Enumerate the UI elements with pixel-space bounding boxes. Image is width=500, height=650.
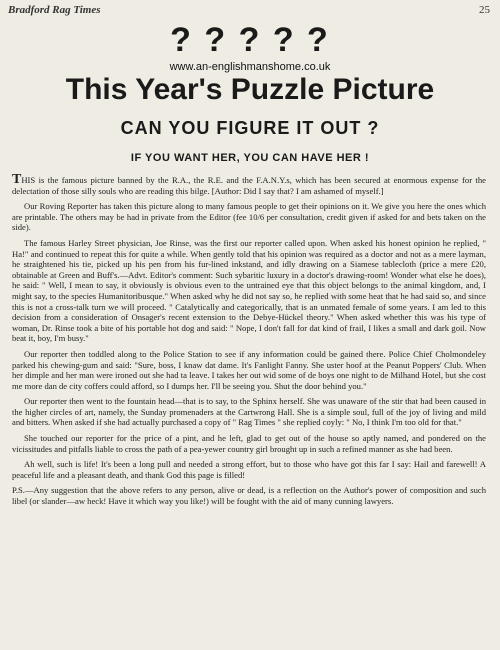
paragraph-text: HIS is the famous picture banned by the R.A., the R.E. and the F.A.N.Y.s, which has been secured at enormous expense for the delectation of those silly souls who are reading this bilge. [Author: Did I say that? I am ashamed of myself.] bbox=[12, 175, 486, 196]
question-marks-banner: ? ? ? ? ? bbox=[170, 21, 330, 59]
paragraph-1 bbox=[12, 172, 486, 196]
paragraph-2: Our Roving Reporter has taken this picture along to many famous people to get their opinions on it. We give you here the ones which are printable. The others may be had in private from the Editor (fee 10/6 per consultation, credit given if asked for and bets taken on the side). bbox=[12, 201, 486, 233]
paragraph-7: Ah well, such is life! It's been a long pull and needed a strong effort, but to those who have got this far I say: Hail and farewell! A peaceful life and a pleasant death, and thank God this page is filled! bbox=[12, 459, 486, 480]
watermark-url: www.an-englishmanshome.co.uk bbox=[169, 61, 331, 73]
article-title: This Year's Puzzle Picture bbox=[65, 73, 435, 106]
paragraph-6: She touched our reporter for the price of a pint, and he left, glad to get out of the house so aptly named, and pondered on the vicissitudes and pitfalls liable to cross the path of a pea-yewer country girl brought up in such a refined manner as she had been. bbox=[12, 433, 486, 454]
publication-name: Bradford Rag Times bbox=[8, 4, 101, 16]
paragraph-5: Our reporter then went to the fountain head—that is to say, to the Sphinx herself. She was unaware of the stir that had been caused in the higher circles of art, namely, the Sunday promenaders at the Cartwrong Hall. She is a simple soul, full of the joy of living and mild and bitters. When asked if she had actually purchased a copy of " Rag Times " she replied coyly: " No, I think I'm too old for that." bbox=[12, 396, 486, 428]
page-header bbox=[8, 4, 490, 20]
postscript: P.S.—Any suggestion that the above refers to any person, alive or dead, is a reflection on the Author's power of composition and such libel (or slander—aw heck! Have it which way you like!) will be fought with the aid of many cunning lawyers. bbox=[12, 485, 486, 507]
page-number: 25 bbox=[479, 4, 490, 16]
paragraph-3: The famous Harley Street physician, Joe Rinse, was the first our reporter called upon. When asked his honest opinion he replied, " Ha!" and continued to repeat this for quite a while. When gently told that his opinion was required as a doctor and not as a mere layman, he straightened his tie, picked up his pen from his fur-lined inkstand, and idly drawing on a Siamese tablecloth (price a mere £20, obtainable at Green and Buff's.—Advt. Editor's comment: Such sybaritic luxury in a doctor's drawing-room! Wonder what else he does), he said: " Well, I mean to say, it obviously is obvious even to the untrained eye that this object belongs to the animal kingdom, and, I might say, to the species Humanitoribusque." When asked why he did not say so, he replied with some heat that he had said so, and since this is not a cross-talk turn we will proceed. " Catalytically and categorically, that is an unmated female of some years. I am led to this decision from a consideration of Onsager's recent extension to the Debye-Hückel theory." When asked whether this was his type of woman, Dr. Rinse took a bite of his portable hot dog and said: " Nope, I don't fall for dat kind of frail, I likes a small and dark goil. Now beat it, boy, I'm busy." bbox=[12, 237, 486, 344]
paragraph-4: Our reporter then toddled along to the Police Station to see if any information could be gained there. Police Chief Cholmondeley parked his chewing-gum and said: "Sure, boss, I knaw dat dame. It's Fanlight Fanny. She uster hoof at the Peanut Poppers' Club. When her dimple and her man were ironed out she had ta leave. I takes her out wid some of de boys one night to de Milhand Hotel, but she cost me more dan de city coffers could afford, so I dumps her. I'll be seeing you. Shut the door behind you." bbox=[12, 348, 486, 391]
drop-cap: T bbox=[12, 172, 22, 187]
article-subtitle: CAN YOU FIGURE IT OUT ? bbox=[120, 118, 380, 138]
article-body bbox=[12, 172, 486, 512]
article-tagline: IF YOU WANT HER, YOU CAN HAVE HER ! bbox=[130, 152, 370, 164]
